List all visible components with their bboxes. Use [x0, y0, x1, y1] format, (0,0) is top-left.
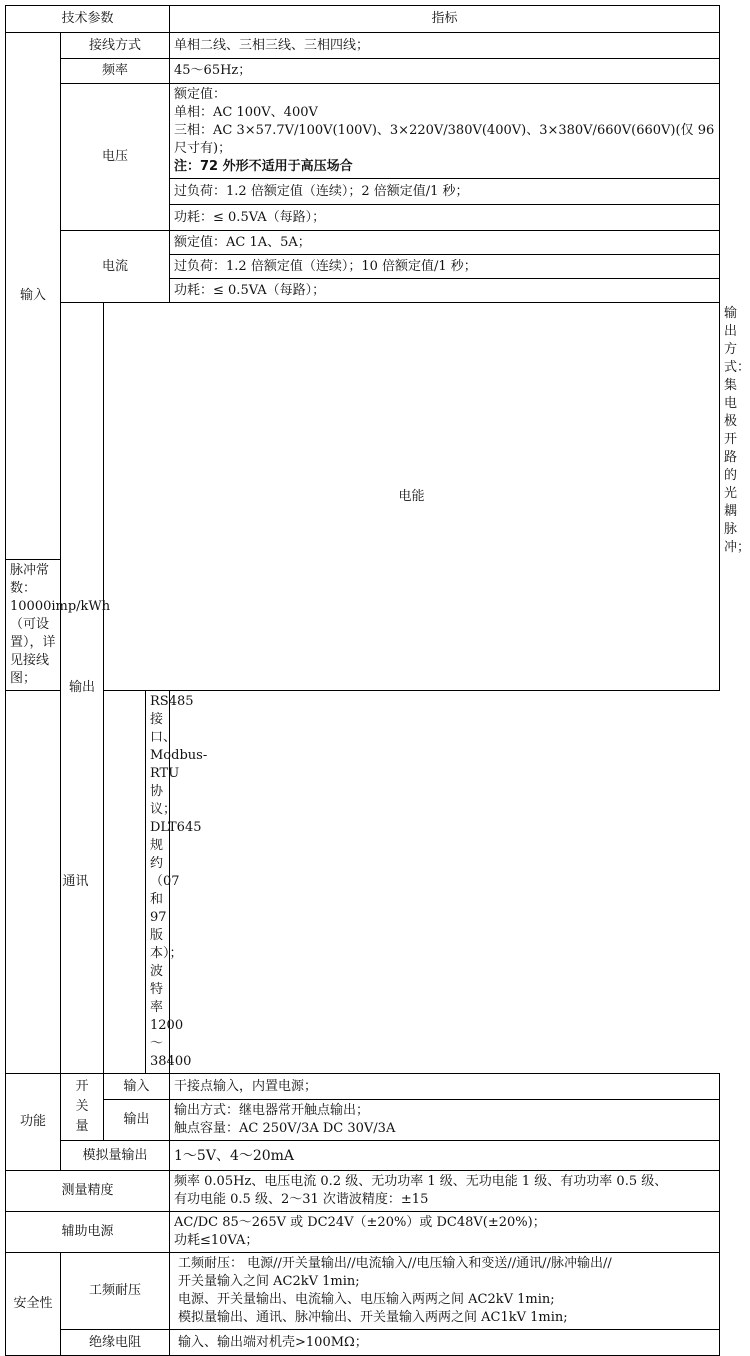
voltage-label: 电压 — [61, 84, 170, 231]
accuracy-line-2: 有功电能 0.5 级、2～31 次谐波精度：±15 — [174, 1192, 429, 1207]
spec-table: 技术参数 指标 输入 接线方式 单相二线、三相三线、三相四线； 频率 45～65Hz； 电压 额定值： 单相：AC 100V、400V 三相：AC 3×57.7V/100V(100V)、3×220V/380V(400V)、3×380V/660V(660V)(仅 96 尺寸有)； 注：72 外形不适用于高压场合 过负荷：1.2 倍额定值（连续）；2 倍额定值/1 秒； 功耗：≤ 0.5VA（每路）； 电流 额定值：AC 1A、5A； 过负荷：1.2 倍额定值（连续）；10 倍额定值/1 秒； 功耗：≤ 0.5VA（每路）； 输出 电能 输出方式：集电极开路的光耦脉冲； 脉冲常数：10000imp/kWh（可设置），详见接线图； 通讯 RS485 接口、Modbus-RTU 协议；DLT645 规约（07 和 97 版本）；波特率 1200～38400 功能 开 关 量 输入 干接点输入，内置电源； 输出 输出方式：继电器常开触点输出； 触点容量：AC 250V/3A DC 30V/3A 模拟量输出 1～5V、4～20mA 测量精度 频率 0.05Hz、电压电流 0.2 级、无功功率 1 级、无功电能 1 级、有功功率 0.5 级、 有功电能 0.5 级、2～31 次谐波精度：±15 辅助电源 AC/DC 85～265V 或 DC24V（±20%）或 DC48V(±20%)； 功耗≤10VA； 安全性 工频耐压 工频耐压： 电源//开关量输出//电流输入//电压输入和变送//通讯//脉冲输出// 开关量输入之间 AC2kV 1min; 电源、开关量输出、电流输入、电压输入两两之间 AC2kV 1min; 模拟量输出、通讯、脉冲输出、开关量输入两两之间 AC1kV 1min; 绝缘电阻 输入、输出端对机壳>100MΩ； — [5, 5, 720, 1356]
current-power: 功耗：≤ 0.5VA（每路）； — [170, 279, 720, 303]
function-label: 功能 — [6, 1074, 61, 1171]
header-row — [6, 6, 720, 33]
accuracy-label: 测量精度 — [6, 1171, 170, 1212]
switch-out-label: 输出 — [104, 1100, 170, 1141]
switch-out-capacity: 触点容量：AC 250V/3A DC 30V/3A — [174, 1121, 396, 1136]
header-spec: 指标 — [170, 6, 720, 33]
insulation-label: 绝缘电阻 — [61, 1330, 170, 1356]
withstand-value — [170, 1253, 720, 1330]
current-rated: 额定值：AC 1A、5A； — [170, 231, 720, 255]
voltage-note: 注：72 外形不适用于高压场合 — [174, 159, 353, 174]
withstand-line-2: 开关量输入之间 AC2kV 1min; — [178, 1274, 360, 1289]
analog-value: 1～5V、4～20mA — [170, 1141, 720, 1171]
withstand-line-4: 模拟量输出、通讯、脉冲输出、开关量输入两两之间 AC1kV 1min; — [178, 1310, 568, 1325]
output-label: 输出 — [61, 303, 104, 1074]
current-label: 电流 — [61, 231, 170, 303]
voltage-rated-title: 额定值： — [174, 87, 227, 102]
aux-power-value — [170, 1212, 720, 1253]
analog-label: 模拟量输出 — [61, 1141, 170, 1171]
freq-label: 频率 — [61, 59, 170, 84]
wiring-value: 单相二线、三相三线、三相四线； — [170, 33, 720, 59]
accuracy-line-1: 频率 0.05Hz、电压电流 0.2 级、无功功率 1 级、无功电能 1 级、有功功率 0.5 级、 — [174, 1174, 668, 1189]
withstand-label: 工频耐压 — [61, 1253, 170, 1330]
switch-char-1: 开 — [75, 1079, 89, 1094]
insulation-value: 输入、输出端对机壳>100MΩ； — [170, 1330, 720, 1356]
voltage-rated — [170, 84, 720, 179]
withstand-line-1: 工频耐压： 电源//开关量输出//电流输入//电压输入和变送//通讯//脉冲输出// — [178, 1256, 612, 1271]
freq-value: 45～65Hz； — [170, 59, 720, 84]
energy-label: 电能 — [104, 303, 720, 691]
withstand-line-3: 电源、开关量输出、电流输入、电压输入两两之间 AC2kV 1min; — [178, 1292, 555, 1307]
voltage-rated-three: 三相：AC 3×57.7V/100V(100V)、3×220V/380V(400V)、3×380V/660V(660V)(仅 96 尺寸有)； — [174, 123, 715, 156]
switch-label — [61, 1074, 104, 1141]
switch-in-label: 输入 — [104, 1074, 170, 1100]
switch-char-3: 量 — [75, 1119, 89, 1134]
switch-out-value — [170, 1100, 720, 1141]
energy-pulse: 脉冲常数：10000imp/kWh（可设置），详见接线图； — [6, 560, 61, 691]
comm-label: 通讯 — [6, 691, 146, 1074]
switch-char-2: 关 — [75, 1099, 89, 1114]
aux-power-label: 辅助电源 — [6, 1212, 170, 1253]
voltage-overload: 过负荷：1.2 倍额定值（连续）；2 倍额定值/1 秒； — [170, 179, 720, 205]
wiring-label: 接线方式 — [61, 33, 170, 59]
header-params: 技术参数 — [6, 6, 170, 33]
accuracy-value — [170, 1171, 720, 1212]
input-label: 输入 — [6, 33, 61, 560]
current-overload: 过负荷：1.2 倍额定值（连续）；10 倍额定值/1 秒； — [170, 255, 720, 279]
voltage-rated-single: 单相：AC 100V、400V — [174, 105, 318, 120]
voltage-power: 功耗：≤ 0.5VA（每路）； — [170, 205, 720, 231]
switch-out-mode: 输出方式：继电器常开触点输出； — [174, 1103, 370, 1118]
aux-power-line-2: 功耗≤10VA； — [174, 1233, 259, 1248]
comm-value: RS485 接口、Modbus-RTU 协议；DLT645 规约（07 和 97 版本）；波特率 1200～38400 — [146, 691, 170, 1074]
switch-in-value: 干接点输入，内置电源； — [170, 1074, 720, 1100]
safety-label: 安全性 — [6, 1253, 61, 1356]
aux-power-line-1: AC/DC 85～265V 或 DC24V（±20%）或 DC48V(±20%)； — [174, 1215, 546, 1230]
